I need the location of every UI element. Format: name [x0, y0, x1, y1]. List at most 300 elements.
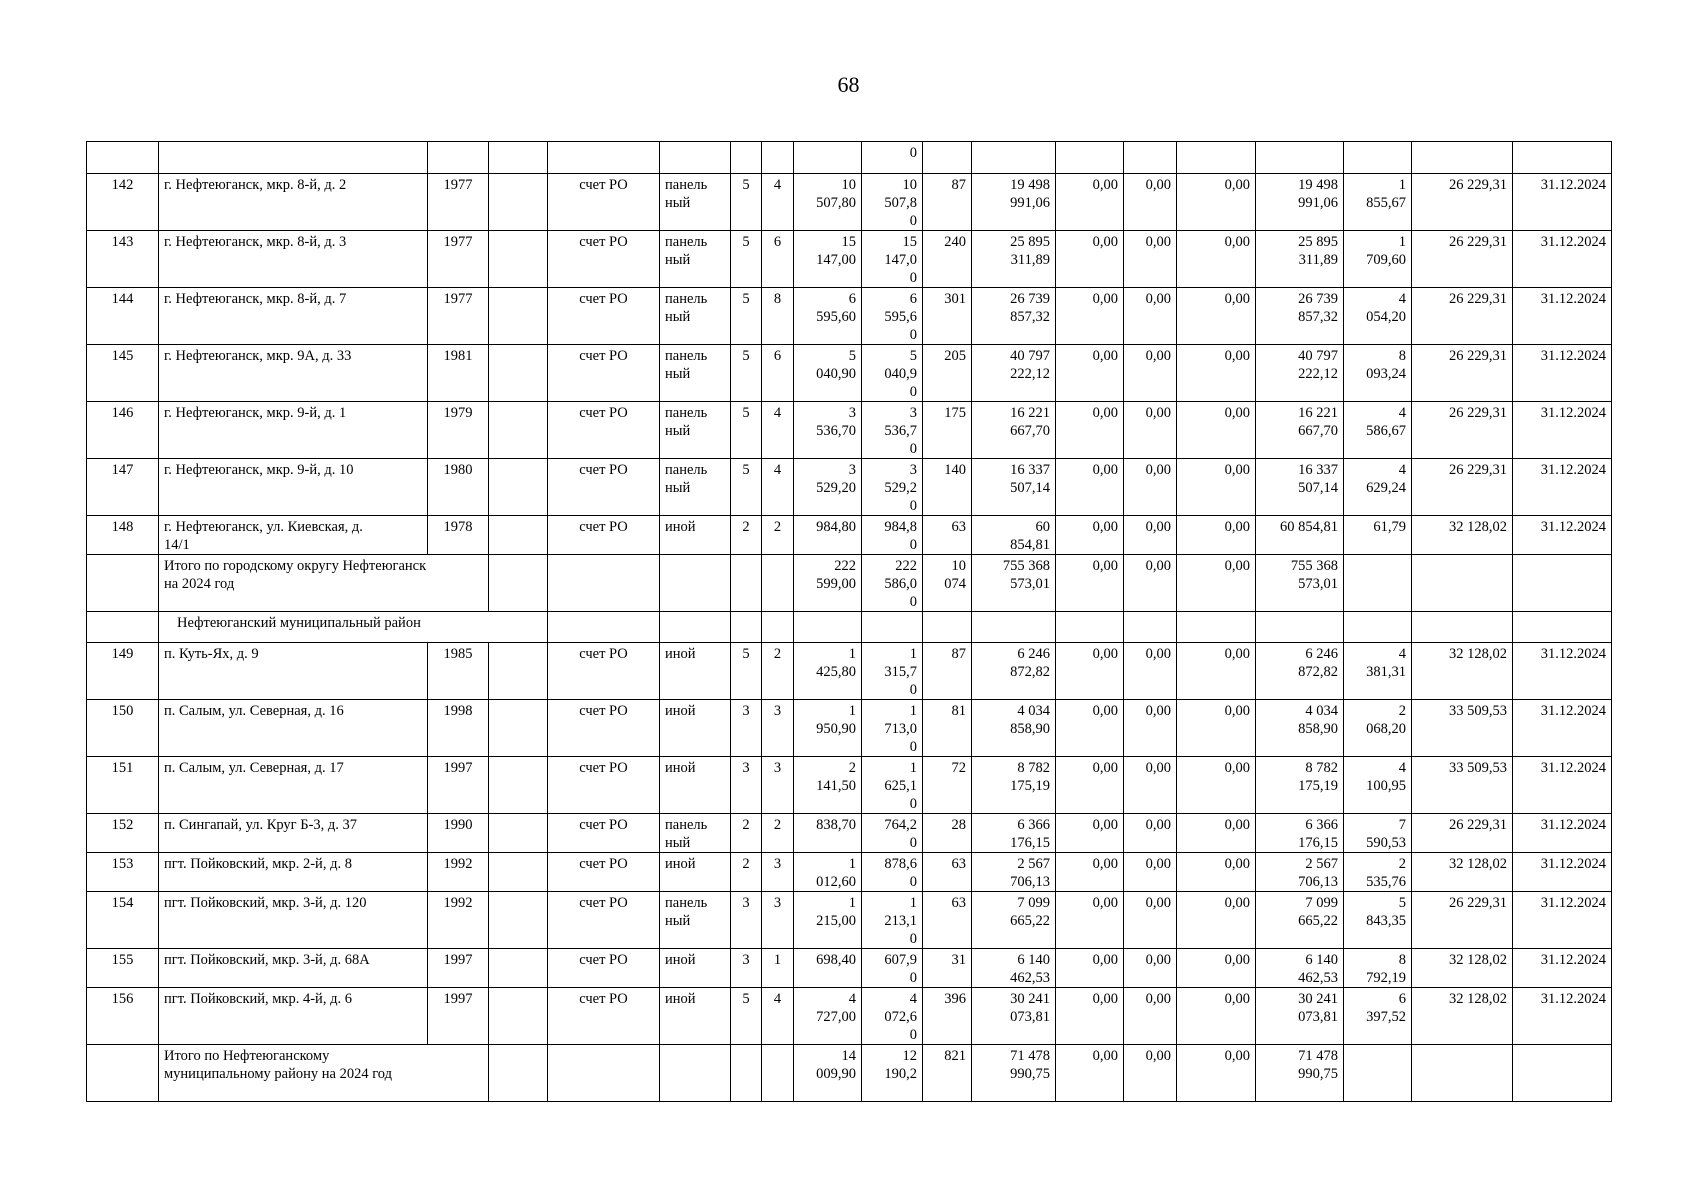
deadline-cell — [1513, 1045, 1612, 1102]
fund-owners-cell: 2 567 706,13 — [1256, 853, 1344, 892]
deadline-cell: 31.12.2024 — [1513, 988, 1612, 1045]
blank-col-cell — [489, 174, 548, 231]
fund-owners-cell: 16 337 507,14 — [1256, 459, 1344, 516]
address-cell: пгт. Пойковский, мкр. 3-й, д. 68А — [159, 949, 428, 988]
fund-regional-cell: 0,00 — [1124, 757, 1177, 814]
fund-owners-cell — [1256, 612, 1344, 643]
total-cost-cell — [972, 142, 1056, 174]
address-cell: пгт. Пойковский, мкр. 2-й, д. 8 — [159, 853, 428, 892]
fund-federal-cell: 0,00 — [1056, 1045, 1124, 1102]
fund-federal-cell: 0,00 — [1056, 345, 1124, 402]
entrances-cell: 2 — [762, 814, 794, 853]
row-number-cell — [87, 555, 159, 612]
limit-cost-per-sqm-cell: 26 229,31 — [1412, 402, 1513, 459]
deadline-cell: 31.12.2024 — [1513, 949, 1612, 988]
living-area-cell: 1 625,1 0 — [862, 757, 923, 814]
address-cell: п. Куть-Ях, д. 9 — [159, 643, 428, 700]
cost-per-sqm-cell: 4 629,24 — [1344, 459, 1412, 516]
deadline-cell: 31.12.2024 — [1513, 814, 1612, 853]
fund-local-cell: 0,00 — [1177, 231, 1256, 288]
limit-cost-per-sqm-cell: 32 128,02 — [1412, 949, 1513, 988]
floors-cell: 5 — [731, 288, 762, 345]
total-cost-cell: 6 140 462,53 — [972, 949, 1056, 988]
total-cost-cell: 40 797 222,12 — [972, 345, 1056, 402]
floors-cell: 5 — [731, 459, 762, 516]
table-row — [87, 757, 1612, 814]
financing-method-cell: счет РО — [548, 345, 660, 402]
blank-col-cell — [489, 459, 548, 516]
fund-regional-cell: 0,00 — [1124, 231, 1177, 288]
wall-material-cell — [660, 142, 731, 174]
row-number-cell: 146 — [87, 402, 159, 459]
row-number-cell: 151 — [87, 757, 159, 814]
fund-regional-cell: 0,00 — [1124, 402, 1177, 459]
year-built-cell: 1978 — [428, 516, 489, 555]
living-area-cell — [862, 612, 923, 643]
buildings-table — [86, 141, 1612, 1102]
financing-method-cell: счет РО — [548, 288, 660, 345]
total-area-cell: 1 425,80 — [794, 643, 862, 700]
entrances-cell: 2 — [762, 643, 794, 700]
fund-local-cell — [1177, 142, 1256, 174]
fund-regional-cell — [1124, 142, 1177, 174]
fund-regional-cell: 0,00 — [1124, 853, 1177, 892]
total-area-cell — [794, 612, 862, 643]
floors-cell — [731, 612, 762, 643]
fund-regional-cell: 0,00 — [1124, 700, 1177, 757]
blank-col-cell — [489, 814, 548, 853]
deadline-cell — [1513, 612, 1612, 643]
fund-federal-cell: 0,00 — [1056, 700, 1124, 757]
cost-per-sqm-cell: 2 068,20 — [1344, 700, 1412, 757]
limit-cost-per-sqm-cell: 32 128,02 — [1412, 643, 1513, 700]
wall-material-cell: иной — [660, 949, 731, 988]
fund-local-cell: 0,00 — [1177, 402, 1256, 459]
year-built-cell: 1997 — [428, 949, 489, 988]
entrances-cell: 6 — [762, 345, 794, 402]
table-row — [87, 949, 1612, 988]
address-cell: г. Нефтеюганск, мкр. 8-й, д. 7 — [159, 288, 428, 345]
blank-col-cell — [489, 1045, 548, 1102]
floors-cell — [731, 555, 762, 612]
cost-per-sqm-cell: 1 709,60 — [1344, 231, 1412, 288]
blank-col-cell — [489, 345, 548, 402]
address-cell: г. Нефтеюганск, мкр. 8-й, д. 3 — [159, 231, 428, 288]
fund-federal-cell: 0,00 — [1056, 757, 1124, 814]
fund-local-cell — [1177, 612, 1256, 643]
fund-owners-cell: 4 034 858,90 — [1256, 700, 1344, 757]
address-cell: п. Сингапай, ул. Круг Б-3, д. 37 — [159, 814, 428, 853]
year-built-cell: 1992 — [428, 892, 489, 949]
deadline-cell: 31.12.2024 — [1513, 288, 1612, 345]
financing-method-cell — [548, 142, 660, 174]
limit-cost-per-sqm-cell: 32 128,02 — [1412, 853, 1513, 892]
cost-per-sqm-cell: 7 590,53 — [1344, 814, 1412, 853]
table-body — [87, 142, 1612, 1102]
fund-regional-cell: 0,00 — [1124, 345, 1177, 402]
cost-per-sqm-cell: 6 397,52 — [1344, 988, 1412, 1045]
residents-cell: 63 — [923, 892, 972, 949]
total-cost-cell: 4 034 858,90 — [972, 700, 1056, 757]
cost-per-sqm-cell: 4 586,67 — [1344, 402, 1412, 459]
cost-per-sqm-cell: 8 093,24 — [1344, 345, 1412, 402]
living-area-cell: 10 507,8 0 — [862, 174, 923, 231]
cost-per-sqm-cell: 4 054,20 — [1344, 288, 1412, 345]
cost-per-sqm-cell: 61,79 — [1344, 516, 1412, 555]
total-area-cell: 838,70 — [794, 814, 862, 853]
wall-material-cell: панель ный — [660, 402, 731, 459]
total-area-cell: 984,80 — [794, 516, 862, 555]
fund-regional-cell: 0,00 — [1124, 892, 1177, 949]
wall-material-cell: панель ный — [660, 174, 731, 231]
total-cost-cell: 71 478 990,75 — [972, 1045, 1056, 1102]
financing-method-cell — [548, 555, 660, 612]
table-row — [87, 643, 1612, 700]
year-built-cell — [428, 142, 489, 174]
table-row — [87, 459, 1612, 516]
year-built-cell: 1998 — [428, 700, 489, 757]
wall-material-cell: иной — [660, 700, 731, 757]
table-row — [87, 142, 1612, 174]
fund-regional-cell: 0,00 — [1124, 988, 1177, 1045]
fund-federal-cell: 0,00 — [1056, 402, 1124, 459]
financing-method-cell: счет РО — [548, 814, 660, 853]
deadline-cell: 31.12.2024 — [1513, 700, 1612, 757]
living-area-cell: 15 147,0 0 — [862, 231, 923, 288]
floors-cell: 3 — [731, 949, 762, 988]
fund-owners-cell: 19 498 991,06 — [1256, 174, 1344, 231]
table-row — [87, 988, 1612, 1045]
address-cell: пгт. Пойковский, мкр. 3-й, д. 120 — [159, 892, 428, 949]
floors-cell: 3 — [731, 892, 762, 949]
fund-local-cell: 0,00 — [1177, 459, 1256, 516]
floors-cell: 2 — [731, 853, 762, 892]
fund-owners-cell: 40 797 222,12 — [1256, 345, 1344, 402]
section-title: Нефтеюганский муниципальный район — [159, 612, 548, 643]
year-built-cell: 1981 — [428, 345, 489, 402]
floors-cell: 3 — [731, 757, 762, 814]
residents-cell — [923, 612, 972, 643]
fund-local-cell: 0,00 — [1177, 345, 1256, 402]
total-area-cell: 4 727,00 — [794, 988, 862, 1045]
row-number-cell: 152 — [87, 814, 159, 853]
living-area-cell: 4 072,6 0 — [862, 988, 923, 1045]
residents-cell: 63 — [923, 516, 972, 555]
financing-method-cell: счет РО — [548, 700, 660, 757]
living-area-cell: 984,8 0 — [862, 516, 923, 555]
fund-federal-cell — [1056, 612, 1124, 643]
wall-material-cell: панель ный — [660, 892, 731, 949]
row-number-cell: 155 — [87, 949, 159, 988]
living-area-cell: 5 040,9 0 — [862, 345, 923, 402]
total-cost-cell: 60 854,81 — [972, 516, 1056, 555]
total-cost-cell: 2 567 706,13 — [972, 853, 1056, 892]
blank-col-cell — [489, 231, 548, 288]
year-built-cell: 1980 — [428, 459, 489, 516]
blank-col-cell — [489, 949, 548, 988]
limit-cost-per-sqm-cell — [1412, 1045, 1513, 1102]
entrances-cell: 3 — [762, 853, 794, 892]
fund-owners-cell — [1256, 142, 1344, 174]
living-area-cell: 1 315,7 0 — [862, 643, 923, 700]
cost-per-sqm-cell: 8 792,19 — [1344, 949, 1412, 988]
limit-cost-per-sqm-cell: 32 128,02 — [1412, 988, 1513, 1045]
fund-federal-cell — [1056, 142, 1124, 174]
row-number-cell — [87, 612, 159, 643]
cost-per-sqm-cell — [1344, 612, 1412, 643]
entrances-cell: 4 — [762, 459, 794, 516]
floors-cell: 5 — [731, 402, 762, 459]
year-built-cell: 1985 — [428, 643, 489, 700]
deadline-cell: 31.12.2024 — [1513, 402, 1612, 459]
financing-method-cell: счет РО — [548, 459, 660, 516]
total-area-cell: 2 141,50 — [794, 757, 862, 814]
blank-col-cell — [489, 643, 548, 700]
total-cost-cell: 26 739 857,32 — [972, 288, 1056, 345]
residents-cell: 821 — [923, 1045, 972, 1102]
address-cell: г. Нефтеюганск, мкр. 8-й, д. 2 — [159, 174, 428, 231]
residents-cell: 87 — [923, 643, 972, 700]
entrances-cell: 4 — [762, 402, 794, 459]
row-number-cell: 142 — [87, 174, 159, 231]
row-number-cell — [87, 142, 159, 174]
floors-cell: 3 — [731, 700, 762, 757]
row-number-cell: 150 — [87, 700, 159, 757]
total-cost-cell: 8 782 175,19 — [972, 757, 1056, 814]
floors-cell: 5 — [731, 231, 762, 288]
row-number-cell: 149 — [87, 643, 159, 700]
cost-per-sqm-cell — [1344, 142, 1412, 174]
total-cost-cell — [972, 612, 1056, 643]
total-cost-cell: 30 241 073,81 — [972, 988, 1056, 1045]
floors-cell — [731, 1045, 762, 1102]
fund-local-cell: 0,00 — [1177, 1045, 1256, 1102]
financing-method-cell: счет РО — [548, 988, 660, 1045]
entrances-cell: 8 — [762, 288, 794, 345]
blank-col-cell — [489, 700, 548, 757]
cost-per-sqm-cell: 2 535,76 — [1344, 853, 1412, 892]
fund-local-cell: 0,00 — [1177, 814, 1256, 853]
total-cost-cell: 7 099 665,22 — [972, 892, 1056, 949]
wall-material-cell: панель ный — [660, 814, 731, 853]
fund-regional-cell: 0,00 — [1124, 814, 1177, 853]
table-row — [87, 174, 1612, 231]
deadline-cell: 31.12.2024 — [1513, 516, 1612, 555]
limit-cost-per-sqm-cell: 26 229,31 — [1412, 459, 1513, 516]
table-row — [87, 700, 1612, 757]
fund-federal-cell: 0,00 — [1056, 853, 1124, 892]
fund-regional-cell: 0,00 — [1124, 1045, 1177, 1102]
floors-cell: 5 — [731, 345, 762, 402]
year-built-cell: 1992 — [428, 853, 489, 892]
wall-material-cell: иной — [660, 757, 731, 814]
total-area-cell: 3 529,20 — [794, 459, 862, 516]
residents-cell: 10 074 — [923, 555, 972, 612]
fund-federal-cell: 0,00 — [1056, 949, 1124, 988]
residents-cell: 140 — [923, 459, 972, 516]
fund-owners-cell: 6 140 462,53 — [1256, 949, 1344, 988]
limit-cost-per-sqm-cell — [1412, 142, 1513, 174]
total-cost-cell: 6 366 176,15 — [972, 814, 1056, 853]
entrances-cell — [762, 1045, 794, 1102]
floors-cell: 2 — [731, 516, 762, 555]
address-cell: п. Салым, ул. Северная, д. 17 — [159, 757, 428, 814]
cost-per-sqm-cell: 4 381,31 — [1344, 643, 1412, 700]
address-cell: г. Нефтеюганск, ул. Киевская, д. 14/1 — [159, 516, 428, 555]
table-row — [87, 231, 1612, 288]
limit-cost-per-sqm-cell: 26 229,31 — [1412, 288, 1513, 345]
total-area-cell: 10 507,80 — [794, 174, 862, 231]
table-row — [87, 288, 1612, 345]
living-area-cell: 1 213,1 0 — [862, 892, 923, 949]
deadline-cell — [1513, 142, 1612, 174]
financing-method-cell: счет РО — [548, 516, 660, 555]
row-number-cell: 144 — [87, 288, 159, 345]
financing-method-cell: счет РО — [548, 402, 660, 459]
section-header-row — [87, 612, 1612, 643]
cost-per-sqm-cell: 1 855,67 — [1344, 174, 1412, 231]
row-number-cell: 153 — [87, 853, 159, 892]
blank-col-cell — [489, 988, 548, 1045]
fund-local-cell: 0,00 — [1177, 988, 1256, 1045]
floors-cell: 5 — [731, 988, 762, 1045]
fund-local-cell: 0,00 — [1177, 757, 1256, 814]
fund-regional-cell: 0,00 — [1124, 555, 1177, 612]
fund-regional-cell: 0,00 — [1124, 174, 1177, 231]
wall-material-cell — [660, 612, 731, 643]
blank-col-cell — [489, 853, 548, 892]
row-number-cell: 148 — [87, 516, 159, 555]
fund-local-cell: 0,00 — [1177, 288, 1256, 345]
row-number-cell — [87, 1045, 159, 1102]
fund-owners-cell: 26 739 857,32 — [1256, 288, 1344, 345]
wall-material-cell — [660, 555, 731, 612]
living-area-cell: 3 536,7 0 — [862, 402, 923, 459]
total-area-cell: 1 012,60 — [794, 853, 862, 892]
wall-material-cell — [660, 1045, 731, 1102]
address-cell: п. Салым, ул. Северная, д. 16 — [159, 700, 428, 757]
blank-col-cell — [489, 555, 548, 612]
page-number: 68 — [837, 72, 860, 97]
living-area-cell: 1 713,0 0 — [862, 700, 923, 757]
blank-col-cell — [489, 288, 548, 345]
entrances-cell: 1 — [762, 949, 794, 988]
deadline-cell: 31.12.2024 — [1513, 853, 1612, 892]
financing-method-cell: счет РО — [548, 892, 660, 949]
wall-material-cell: иной — [660, 643, 731, 700]
deadline-cell: 31.12.2024 — [1513, 174, 1612, 231]
residents-cell: 72 — [923, 757, 972, 814]
entrances-cell: 6 — [762, 231, 794, 288]
total-area-cell: 14 009,90 — [794, 1045, 862, 1102]
wall-material-cell: иной — [660, 988, 731, 1045]
total-area-cell: 6 595,60 — [794, 288, 862, 345]
living-area-cell: 878,6 0 — [862, 853, 923, 892]
wall-material-cell: панель ный — [660, 345, 731, 402]
living-area-cell: 3 529,2 0 — [862, 459, 923, 516]
financing-method-cell: счет РО — [548, 231, 660, 288]
fund-owners-cell: 60 854,81 — [1256, 516, 1344, 555]
row-number-cell: 143 — [87, 231, 159, 288]
year-built-cell: 1990 — [428, 814, 489, 853]
fund-regional-cell: 0,00 — [1124, 288, 1177, 345]
entrances-cell: 2 — [762, 516, 794, 555]
fund-federal-cell: 0,00 — [1056, 288, 1124, 345]
fund-federal-cell: 0,00 — [1056, 174, 1124, 231]
fund-federal-cell: 0,00 — [1056, 814, 1124, 853]
blank-col-cell — [489, 142, 548, 174]
fund-local-cell: 0,00 — [1177, 555, 1256, 612]
residents-cell: 31 — [923, 949, 972, 988]
living-area-cell: 222 586,0 0 — [862, 555, 923, 612]
deadline-cell: 31.12.2024 — [1513, 892, 1612, 949]
fund-owners-cell: 7 099 665,22 — [1256, 892, 1344, 949]
row-number-cell: 147 — [87, 459, 159, 516]
limit-cost-per-sqm-cell: 33 509,53 — [1412, 700, 1513, 757]
entrances-cell — [762, 555, 794, 612]
limit-cost-per-sqm-cell: 33 509,53 — [1412, 757, 1513, 814]
wall-material-cell: панель ный — [660, 231, 731, 288]
entrances-cell — [762, 612, 794, 643]
total-cost-cell: 16 221 667,70 — [972, 402, 1056, 459]
total-cost-cell: 6 246 872,82 — [972, 643, 1056, 700]
living-area-cell: 764,2 0 — [862, 814, 923, 853]
fund-local-cell: 0,00 — [1177, 853, 1256, 892]
blank-col-cell — [489, 516, 548, 555]
floors-cell — [731, 142, 762, 174]
fund-local-cell: 0,00 — [1177, 949, 1256, 988]
address-cell: г. Нефтеюганск, мкр. 9-й, д. 1 — [159, 402, 428, 459]
residents-cell: 63 — [923, 853, 972, 892]
financing-method-cell — [548, 612, 660, 643]
fund-regional-cell — [1124, 612, 1177, 643]
floors-cell: 2 — [731, 814, 762, 853]
residents-cell: 175 — [923, 402, 972, 459]
fund-regional-cell: 0,00 — [1124, 459, 1177, 516]
total-cost-cell: 755 368 573,01 — [972, 555, 1056, 612]
financing-method-cell: счет РО — [548, 757, 660, 814]
address-cell: г. Нефтеюганск, мкр. 9-й, д. 10 — [159, 459, 428, 516]
deadline-cell: 31.12.2024 — [1513, 459, 1612, 516]
table-row — [87, 345, 1612, 402]
total-row — [87, 555, 1612, 612]
limit-cost-per-sqm-cell: 26 229,31 — [1412, 345, 1513, 402]
total-label: Итого по Нефтеюганскому муниципальному району на 2024 год — [159, 1045, 489, 1102]
table-row — [87, 402, 1612, 459]
fund-owners-cell: 8 782 175,19 — [1256, 757, 1344, 814]
blank-col-cell — [489, 402, 548, 459]
cost-per-sqm-cell: 5 843,35 — [1344, 892, 1412, 949]
table-row — [87, 814, 1612, 853]
limit-cost-per-sqm-cell: 26 229,31 — [1412, 814, 1513, 853]
cost-per-sqm-cell: 4 100,95 — [1344, 757, 1412, 814]
wall-material-cell: иной — [660, 516, 731, 555]
residents-cell: 81 — [923, 700, 972, 757]
deadline-cell: 31.12.2024 — [1513, 231, 1612, 288]
fund-regional-cell: 0,00 — [1124, 949, 1177, 988]
year-built-cell: 1977 — [428, 174, 489, 231]
living-area-cell: 6 595,6 0 — [862, 288, 923, 345]
fund-owners-cell: 71 478 990,75 — [1256, 1045, 1344, 1102]
deadline-cell — [1513, 555, 1612, 612]
floors-cell: 5 — [731, 174, 762, 231]
total-label: Итого по городскому округу Нефтеюганск на 2024 год — [159, 555, 489, 612]
living-area-cell: 607,9 0 — [862, 949, 923, 988]
wall-material-cell: иной — [660, 853, 731, 892]
limit-cost-per-sqm-cell: 26 229,31 — [1412, 231, 1513, 288]
limit-cost-per-sqm-cell — [1412, 612, 1513, 643]
deadline-cell: 31.12.2024 — [1513, 757, 1612, 814]
